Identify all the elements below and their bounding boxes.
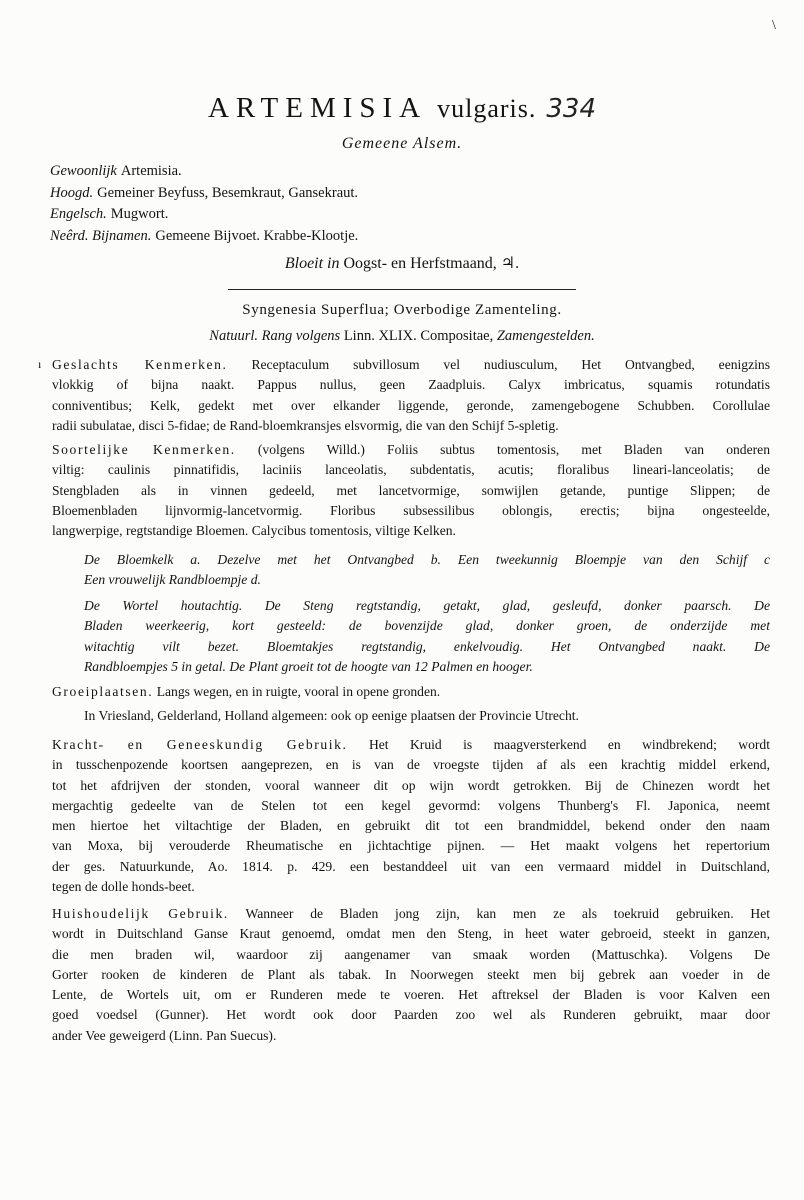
plant-description — [52, 596, 770, 677]
text-line: in tusschenpozende koortsen aangeprezen, en is van de vroegste tijden af als een krachtig middel erkend, — [52, 757, 770, 773]
species-characters — [52, 440, 770, 541]
text-line: mergachtig gedeelte van de Stelen tot een kegel gevormd: volgens Thunberg's Fl. Japonica, neemt — [52, 797, 770, 813]
text-line: van Moxa, bij verouderde Rheumatische en jichtachtige pijnen. — Het maakt volgens het repertorium — [52, 838, 770, 854]
text-line: Randbloempjes 5 in getal. De Plant groeit tot de hoogte van 12 Palmen en hooger. — [84, 658, 533, 674]
text-line: der ges. Natuurkunde, Ao. 1814. p. 429. een bestanddeel uit van een vermaard middel in Duitschland, — [52, 858, 770, 874]
text-line: tegen de dolle honds-beet. — [52, 879, 195, 895]
flowering-label: Bloeit in — [284, 255, 340, 272]
name-value: Mugwort. — [110, 206, 169, 222]
text-line — [52, 355, 770, 375]
handwritten-page-number: 334 — [546, 94, 597, 124]
text-line: ander Vee geweigerd (Linn. Pan Suecus). — [52, 1027, 277, 1043]
natural-order — [0, 328, 804, 345]
section-heading: Geslachts Kenmerken. — [52, 357, 228, 372]
line-text: Langs wegen, en in ruigte, vooral in opene gronden. — [156, 684, 441, 699]
linnaean-class: Syngenesia Superflua; Overbodige Zamenteling. — [242, 302, 562, 318]
section-heading: Soortelijke Kenmerken. — [52, 442, 236, 457]
text-line: witachtig vilt bezet. Bloemtakjes regtstandig, enkelvoudig. Het Ontvangbed naakt. De — [84, 638, 770, 654]
text-line: De Wortel houtachtig. De Steng regtstandig, getakt, glad, gesleufd, donker paarsch. De — [84, 598, 770, 613]
text-line: Gorter rooken de kinderen de Plant als tabak. In Noorwegen steekt men bij gebrek aan voeder in de — [52, 966, 770, 982]
name-value: Gemeiner Beyfuss, Besemkraut, Gansekraut. — [97, 184, 359, 201]
line-text: Het Kruid is maagversterkend en windbrekend; wordt — [368, 737, 770, 752]
name-value: Gemeene Bijvoet. Krabbe-Klootje. — [155, 227, 359, 244]
line-text: Receptaculum subvillosum vel nudiusculum, Het Ontvangbed, eenigzins — [251, 357, 770, 372]
text-line: Stengbladen als in vinnen gedeeld, met lancetvormige, somwijlen getande, puntige Slippen; de — [52, 482, 770, 498]
divider — [228, 289, 576, 290]
text-line — [52, 682, 770, 702]
title-genus: ARTEMISIA — [207, 92, 428, 124]
text-line — [52, 735, 770, 755]
name-label: Gewoonlijk — [50, 163, 117, 179]
flowering-line — [0, 253, 804, 273]
text-line: In Vriesland, Gelderland, Holland algemeen: ook op eenige plaatsen der Provincie Utrecht. — [84, 708, 579, 724]
medicinal-use — [52, 735, 770, 897]
genus-characters — [52, 355, 770, 436]
natural-order-dutch: Zamengestelden. — [496, 328, 595, 344]
text-line — [52, 440, 770, 460]
household-use — [52, 904, 770, 1046]
name-row — [50, 226, 358, 248]
page-title — [0, 92, 804, 125]
text-line: tot het afdrijven der stonden, vooral wanneer dit op wijn wordt getrokken. Bij de Chinezen wordt het — [52, 777, 770, 793]
title-species: vulgaris. — [437, 94, 537, 123]
text-line: Bloemenbladen lijnvormig-lancetvormig. Floribus subsessilibus oblongis, erectis; bijna ongesteelde, — [52, 502, 770, 518]
text-line: conniventibus; Kelk, gedekt met over elkander liggende, geronde, zamengebogene Schubben. Corollulae — [52, 397, 770, 413]
text-line: radii subulatae, disci 5-fidae; de Rand-bloemkransjes elsvormig, die van den Schijf 5-spletig. — [52, 417, 559, 433]
text-line: vlokkig of bijna naakt. Pappus nullus, geen Zaadpluis. Calyx imbricatus, squamis rotundatis — [52, 377, 770, 393]
text-line: viltig: caulinis pinnatifidis, laciniis lanceolatis, subdentatis, acutis; floralibus lineari-lanceolatis; de — [52, 462, 770, 478]
name-row — [50, 204, 358, 226]
natural-order-label: Natuurl. Rang volgens — [209, 328, 341, 344]
text-line — [52, 904, 770, 924]
text-line: Bladen weerkeerig, kort gesteeld: de bovenzijde glad, donker groen, de onderzijde met — [84, 618, 770, 634]
natural-order-text: Linn. XLIX. Compositae, — [343, 328, 494, 344]
habitat — [52, 682, 770, 727]
name-label: Engelsch. — [50, 206, 107, 222]
name-row — [50, 161, 358, 183]
name-row — [50, 183, 358, 205]
corner-mark: \ — [772, 18, 776, 33]
name-label: Hoogd. — [50, 184, 94, 201]
text-line: langwerpige, regtstandige Bloemen. Calycibus tomentosis, viltige Kelken. — [52, 523, 456, 539]
line-text: (volgens Willd.) Foliis subtus tomentosis, met Bladen van onderen — [257, 442, 770, 457]
text-line: wordt in Duitschland Ganse Kraut genoemd, omdat men den Steng, in heet water gebroeid, steekt in ganzen, — [52, 926, 770, 942]
perennial-symbol: ♃. — [500, 255, 520, 272]
name-label: Neêrd. Bijnamen. — [50, 227, 152, 244]
subtitle: Gemeene Alsem. — [341, 135, 463, 152]
section-heading: Groeiplaatsen. — [52, 684, 154, 699]
vernacular-names — [50, 161, 358, 247]
text-line: goed voedsel (Gunner). Het wordt ook door Paarden zoo wel als Runderen gebruikt, maar door — [52, 1007, 770, 1023]
flowering-months: Oogst- en Herfstmaand, — [343, 255, 497, 272]
text-line: die men braden wil, waardoor zij aangenamer van smaak worden (Mattuschka). Volgens De — [52, 946, 770, 962]
section-heading: Kracht- en Geneeskundig Gebruik. — [52, 737, 348, 752]
text-line: Een vrouwelijk Randbloempje d. — [84, 572, 261, 588]
section-heading: Huishoudelijk Gebruik. — [52, 906, 229, 921]
text-line: Lente, de Wortels uit, om er Runderen mede te voeren. Het aftreksel der Bladen is voor Kalven een — [52, 987, 770, 1003]
margin-mark: ı — [38, 357, 42, 371]
line-text: Wanneer de Bladen jong zijn, kan men ze als toekruid gebruiken. Het — [245, 906, 770, 921]
text-line: De Bloemkelk a. Dezelve met het Ontvangbed b. Een tweekunnig Bloempje van den Schijf c — [84, 552, 770, 567]
figure-explanation — [52, 550, 770, 591]
text-line: men hiertoe het viltachtige der Bladen, en gebruikt dit tot een brandmiddel, bekend onder den naam — [52, 818, 770, 834]
name-value: Artemisia. — [120, 163, 182, 179]
